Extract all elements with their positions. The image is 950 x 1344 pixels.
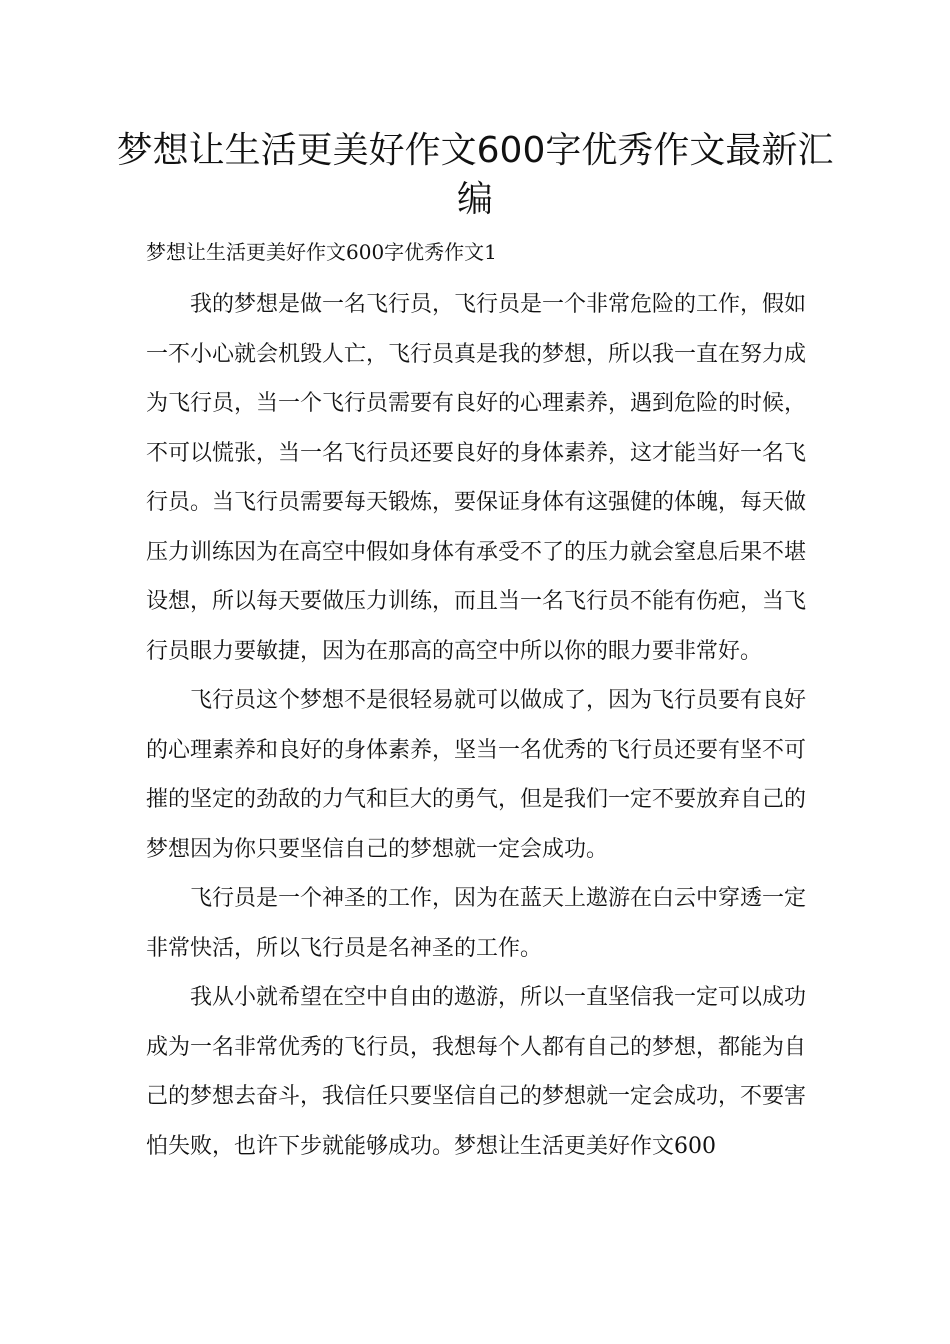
paragraph-1: 我的梦想是做一名飞行员，飞行员是一个非常危险的工作，假如一不小心就会机毁人亡，飞行员真是我的梦想，所以我一直在努力成为飞行员，当一个飞行员需要有良好的心理素养，遇到危险的时候，不可以慌张，当一名飞行员还要良好的身体素养，这才能当好一名飞行员。当飞行员需要每天锻炼，要保证身体有这强健的体魄，每天做压力训练因为在高空中假如身体有承受不了的压力就会窒息后果不堪设想，所以每天要做压力训练，而且当一名飞行员不能有伤疤，当飞行员眼力要敏捷，因为在那高的高空中所以你的眼力要非常好。 (146, 292, 807, 664)
paragraph-3: 飞行员是一个神圣的工作，因为在蓝天上遨游在白云中穿透一定非常快活，所以飞行员是名神圣的工作。 (146, 886, 807, 961)
paragraph-4: 我从小就希望在空中自由的遨游，所以一直坚信我一定可以成功成为一名非常优秀的飞行员，我想每个人都有自己的梦想，都能为自己的梦想去奋斗，我信任只要坚信自己的梦想就一定会成功，不要害怕失败，也许下步就能够成功。梦想让生活更美好作文600 (146, 985, 807, 1159)
paragraph-2: 飞行员这个梦想不是很轻易就可以做成了，因为飞行员要有良好的心理素养和良好的身体素养，坚当一名优秀的飞行员还要有坚不可摧的坚定的劲敌的力气和巨大的勇气，但是我们一定不要放弃自己的梦想因为你只要坚信自己的梦想就一定会成功。 (146, 688, 807, 862)
document-title: 梦想让生活更美好作文600字优秀作文最新汇编 (116, 130, 834, 220)
document-body (146, 280, 806, 1171)
section-heading: 梦想让生活更美好作文600字优秀作文1 (146, 240, 497, 264)
